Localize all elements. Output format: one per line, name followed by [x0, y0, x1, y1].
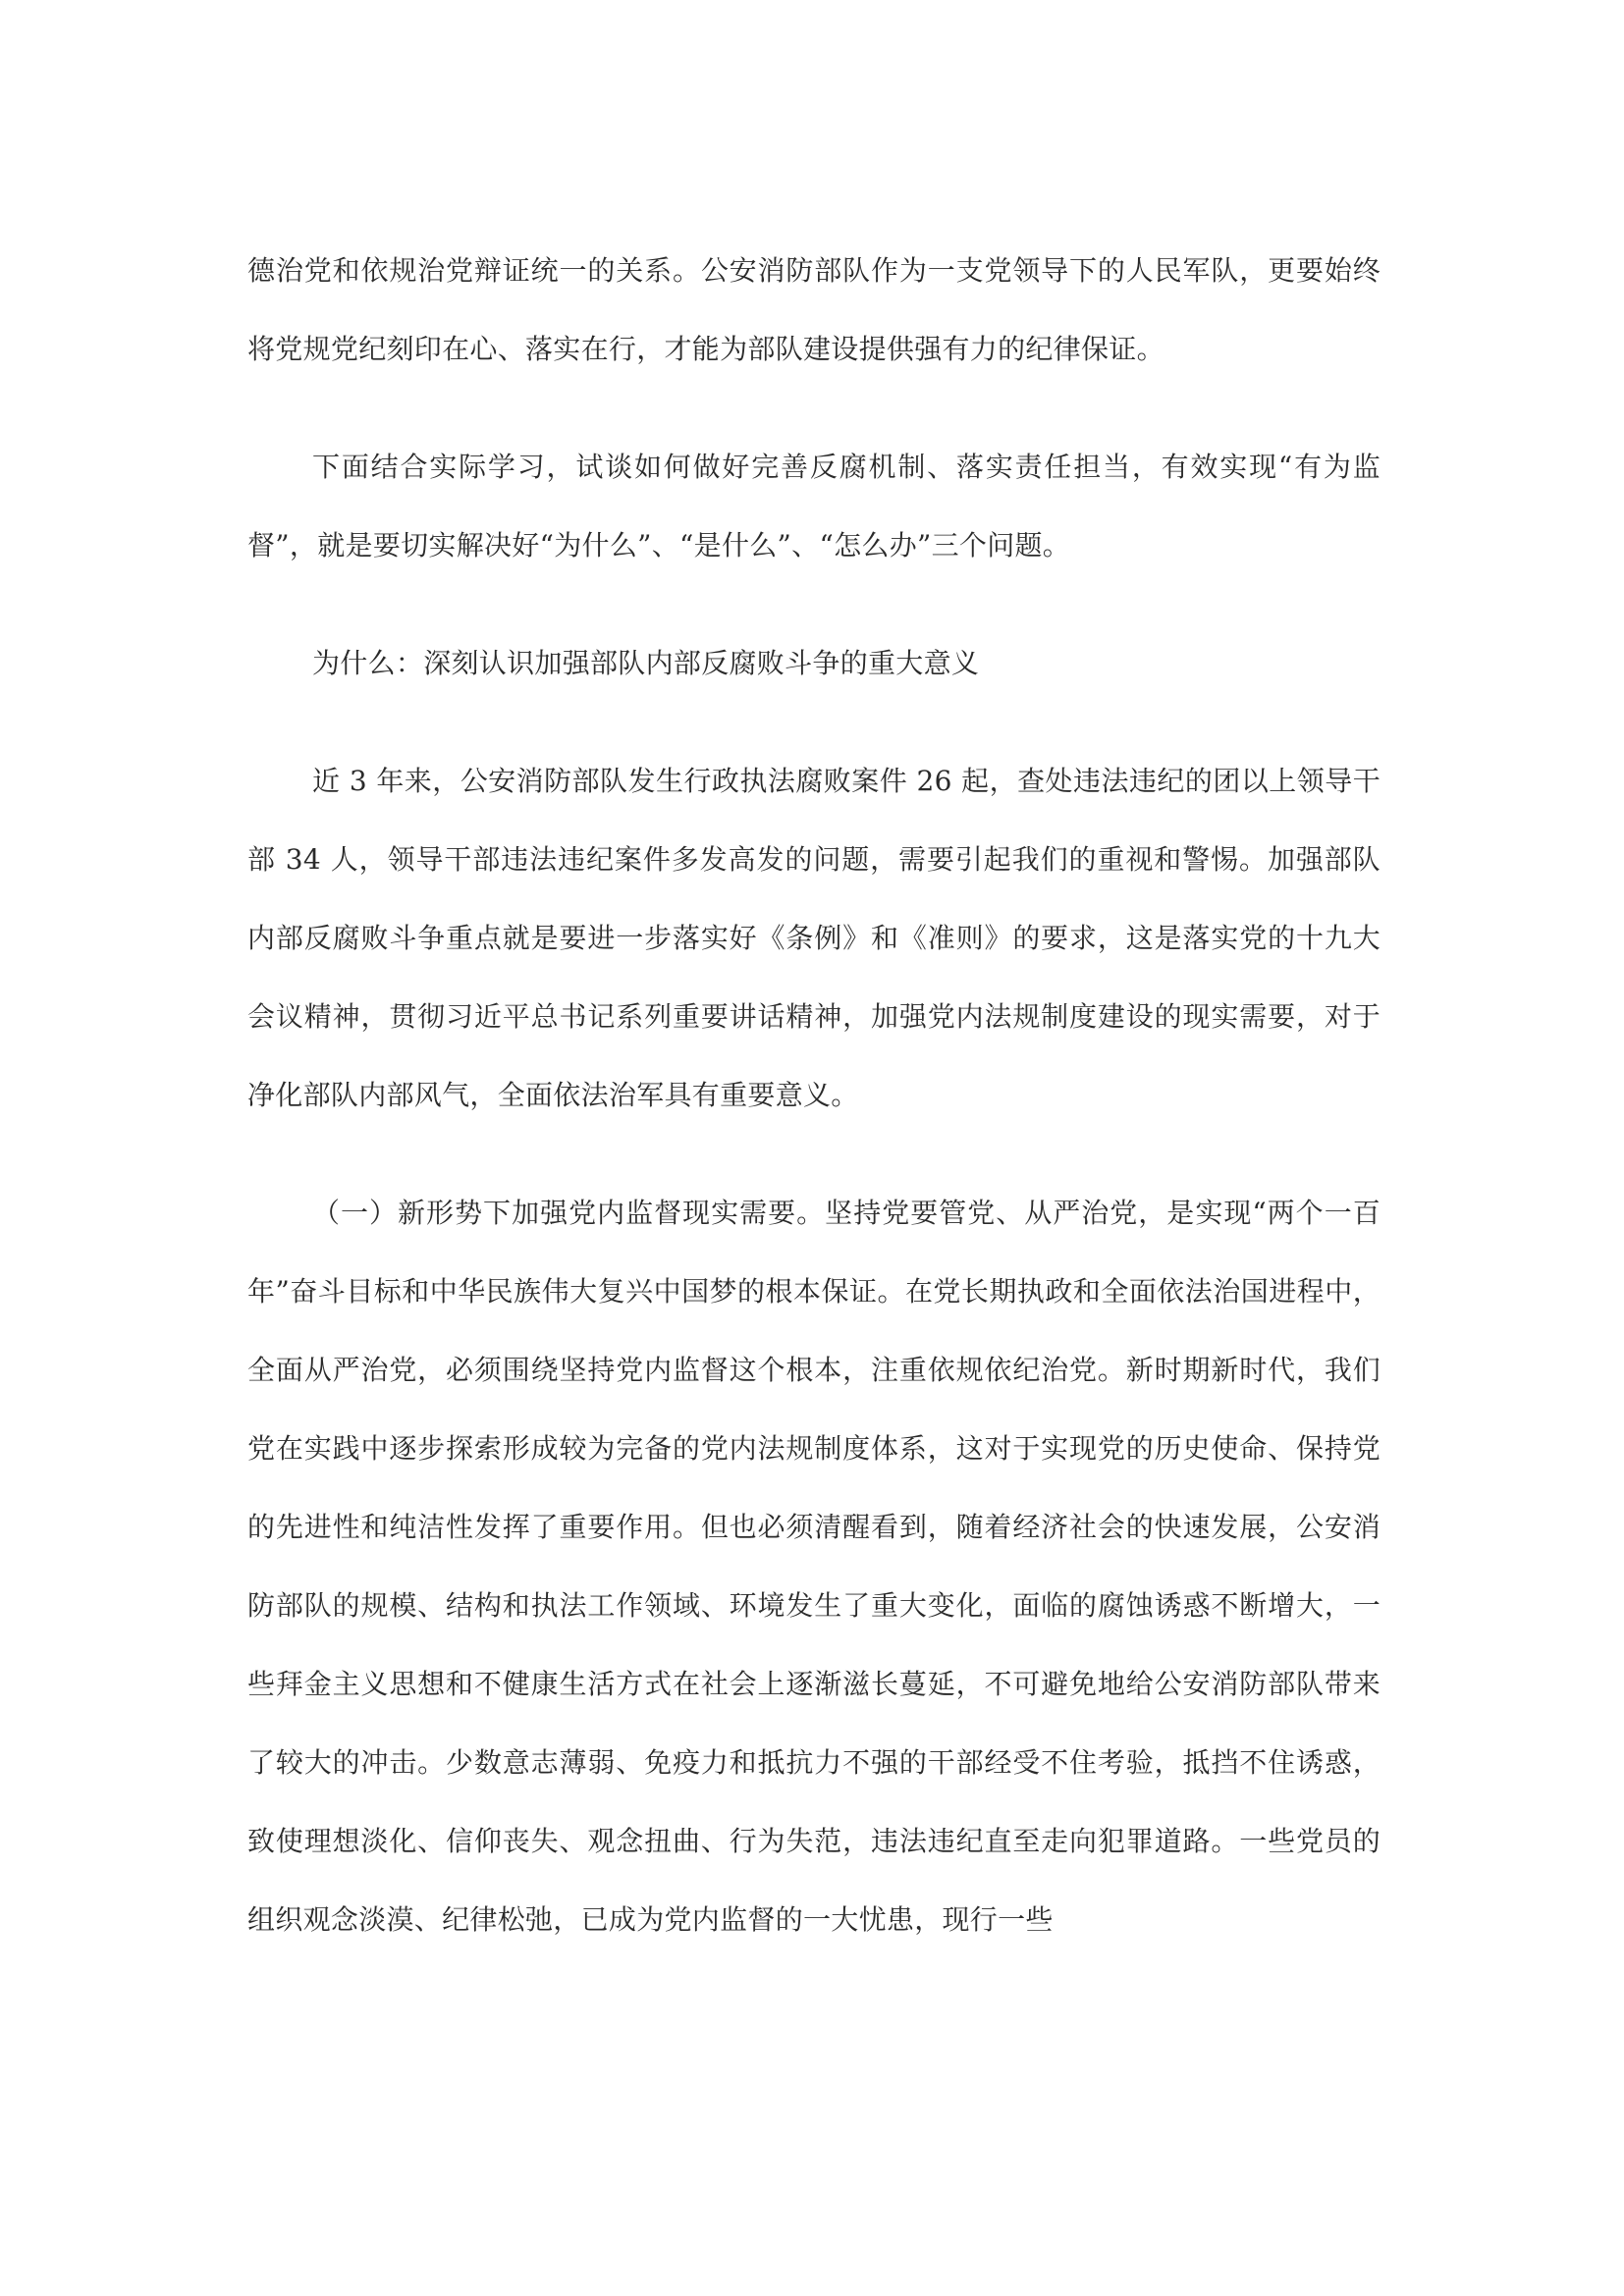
paragraph-overview: 下面结合实际学习，试谈如何做好完善反腐机制、落实责任担当，有效实现“有为监督”，就是要切实解决好“为什么”、“是什么”、“怎么办”三个问题。	[247, 451, 1380, 561]
paragraph-point-one: （一）新形势下加强党内监督现实需要。坚持党要管党、从严治党，是实现“两个一百年”奋斗目标和中华民族伟大复兴中国梦的根本保证。在党长期执政和全面依法治国进程中，全面从严治党，必须围绕坚持党内监督这个根本，注重依规依纪治党。新时期新时代，我们党在实践中逐步探索形成较为完备的党内法规制度体系，这对于实现党的历史使命、保持党的先进性和纯洁性发挥了重要作用。但也必须清醒看到，随着经济社会的快速发展，公安消防部队的规模、结构和执法工作领域、环境发生了重大变化，面临的腐蚀诱惑不断增大，一些拜金主义思想和不健康生活方式在社会上逐渐滋长蔓延，不可避免地给公安消防部队带来了较大的冲击。少数意志薄弱、免疫力和抵抗力不强的干部经受不住考验，抵挡不住诱惑，致使理想淡化、信仰丧失、观念扭曲、行为失范，违法违纪直至走向犯罪道路。一些党员的组织观念淡漠、纪律松弛，已成为党内监督的一大忧患，现行一些	[247, 1197, 1380, 1936]
paragraph-intro-continuation: 德治党和依规治党辩证统一的关系。公安消防部队作为一支党领导下的人民军队，更要始终将党规党纪刻印在心、落实在行，才能为部队建设提供强有力的纪律保证。	[247, 254, 1380, 365]
section-heading-why: 为什么：深刻认识加强部队内部反腐败斗争的重大意义	[312, 647, 980, 679]
paragraph-statistics: 近 3 年来，公安消防部队发生行政执法腐败案件 26 起，查处违法违纪的团以上领导干部 34 人，领导干部违法违纪案件多发高发的问题，需要引起我们的重视和警惕。加强部队内部反腐败斗争重点就是要进一步落实好《条例》和《准则》的要求，这是落实党的十九大会议精神，贯彻习近平总书记系列重要讲话精神，加强党内法规制度建设的现实需要，对于净化部队内部风气，全面依法治军具有重要意义。	[247, 765, 1380, 1111]
